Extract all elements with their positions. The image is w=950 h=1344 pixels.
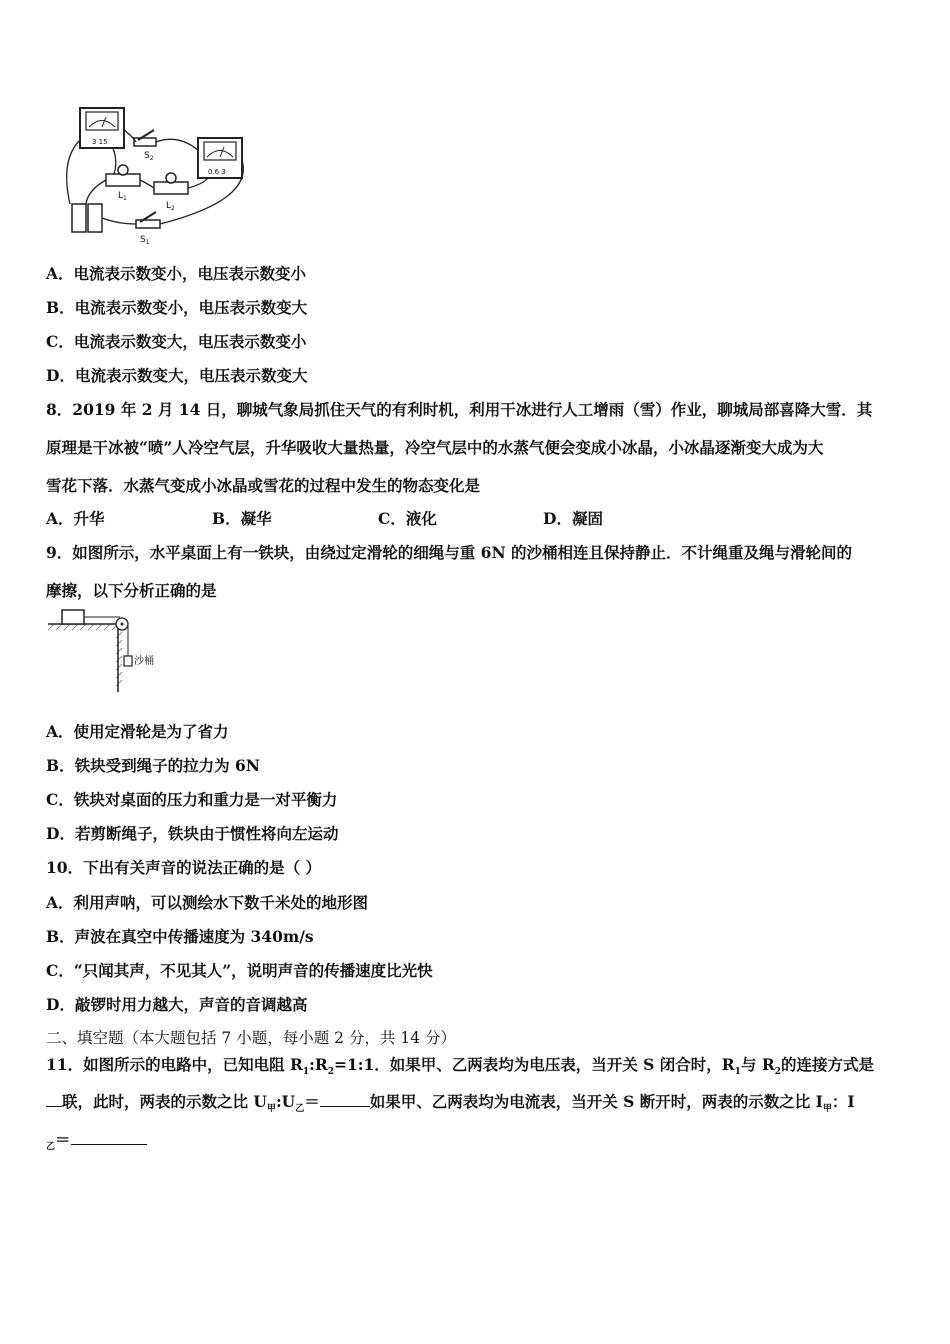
q9-option-d: D．若剪断绳子，铁块由于惯性将向左运动 xyxy=(46,824,339,843)
q11-l2-sub2: 乙 xyxy=(295,1104,305,1115)
answer-blank-1[interactable] xyxy=(46,1092,62,1107)
q7-option-c: C．电流表示数变大，电压表示数变小 xyxy=(46,332,307,351)
q11-l2-sub1: 甲 xyxy=(266,1104,276,1115)
q11-l2-b: :U xyxy=(275,1092,296,1111)
q8-stem-line-1: 8．2019 年 2 月 14 日，聊城气象局抓住天气的有利时机，利用干冰进行人工增雨（雪）作业，聊城局部喜降大雪．其 xyxy=(46,400,873,419)
voltmeter-scale: 3 15 xyxy=(92,138,108,146)
q10-option-a: A．利用声呐，可以测绘水下数千米处的地形图 xyxy=(46,893,369,912)
q7-option-d: D．电流表示数变大，电压表示数变大 xyxy=(46,366,308,385)
label-s2: $S_2$ xyxy=(144,151,154,162)
label-l2: $L_2$ xyxy=(166,201,175,212)
q11-l2-sub3: 甲 xyxy=(822,1104,832,1115)
q11-l2-e: ：I xyxy=(831,1092,855,1111)
q11-line-1 xyxy=(46,1053,874,1077)
q11-l1-d: 与 R xyxy=(740,1055,775,1074)
circuit-figure xyxy=(58,100,258,245)
q8-option-a: A．升华 xyxy=(46,509,105,528)
q8-stem-line-2: 原理是干冰被“喷”人冷空气层，升华吸收大量热量，冷空气层中的水蒸气便会变成小冰晶，小冰晶逐渐变大成为大 xyxy=(46,438,824,457)
q11-l1-e: 的连接方式是 xyxy=(780,1055,874,1074)
iron-block xyxy=(62,610,84,624)
q11-l3-a: ＝ xyxy=(55,1130,71,1149)
q8-option-c: C．液化 xyxy=(378,509,437,528)
section-heading: 二、填空题（本大题包括 7 小题，每小题 2 分，共 14 分） xyxy=(46,1029,457,1047)
q11-l2-a: 联，此时，两表的示数之比 U xyxy=(62,1092,267,1111)
q11-l1-sub2: 2 xyxy=(327,1067,334,1078)
label-s1: $S_1$ xyxy=(140,235,150,245)
q11-l1-b: :R xyxy=(309,1055,328,1074)
q9-option-b: B．铁块受到绳子的拉力为 6N xyxy=(46,756,260,775)
q10-stem: 10．下出有关声音的说法正确的是（ ） xyxy=(46,858,321,877)
q10-option-c: C．“只闻其声，不见其人”，说明声音的传播速度比光快 xyxy=(46,961,433,980)
sand-bucket xyxy=(124,656,132,666)
q10-option-b: B．声波在真空中传播速度为 340m/s xyxy=(46,927,314,946)
q11-line-2 xyxy=(46,1090,855,1114)
q11-l1-sub4: 2 xyxy=(774,1067,781,1078)
q7-option-b: B．电流表示数变小，电压表示数变大 xyxy=(46,298,308,317)
q10-option-d: D．敲锣时用力越大，声音的音调越高 xyxy=(46,995,308,1014)
q11-l1-a: 11．如图所示的电路中，已知电阻 R xyxy=(46,1055,303,1074)
q11-l1-sub3: 1 xyxy=(734,1067,741,1078)
q11-l2-c: ＝ xyxy=(304,1092,320,1111)
q11-l2-d: 如果甲、乙两表均为电流表，当开关 S 断开时，两表的示数之比 I xyxy=(369,1092,823,1111)
ammeter-scale: 0.6 3 xyxy=(208,168,226,176)
answer-blank-2[interactable] xyxy=(320,1092,370,1107)
q9-option-c: C．铁块对桌面的压力和重力是一对平衡力 xyxy=(46,790,338,809)
q11-l3-sub: 乙 xyxy=(46,1142,56,1153)
sand-bucket-label: 沙桶 xyxy=(134,656,154,667)
answer-blank-3[interactable] xyxy=(71,1130,147,1145)
q8-stem-line-3: 雪花下落．水蒸气变成小冰晶或雪花的过程中发生的物态变化是 xyxy=(46,476,481,495)
q8-option-d: D．凝固 xyxy=(543,509,603,528)
pulley-figure xyxy=(44,604,164,696)
label-l1: $L_1$ xyxy=(118,191,127,202)
q11-l1-c: =1:1．如果甲、乙两表均为电压表，当开关 S 闭合时，R xyxy=(334,1055,735,1074)
q11-l1-sub1: 1 xyxy=(302,1067,310,1078)
q9-option-a: A．使用定滑轮是为了省力 xyxy=(46,722,229,741)
q7-option-a: A．电流表示数变小，电压表示数变小 xyxy=(46,264,307,283)
q9-stem-line-2: 摩擦，以下分析正确的是 xyxy=(46,581,217,600)
q11-line-3 xyxy=(46,1128,147,1152)
q9-stem-line-1: 9．如图所示，水平桌面上有一铁块，由绕过定滑轮的细绳与重 6N 的沙桶相连且保持静止．不计绳重及绳与滑轮间的 xyxy=(46,543,853,562)
q8-option-b: B．凝华 xyxy=(212,509,272,528)
